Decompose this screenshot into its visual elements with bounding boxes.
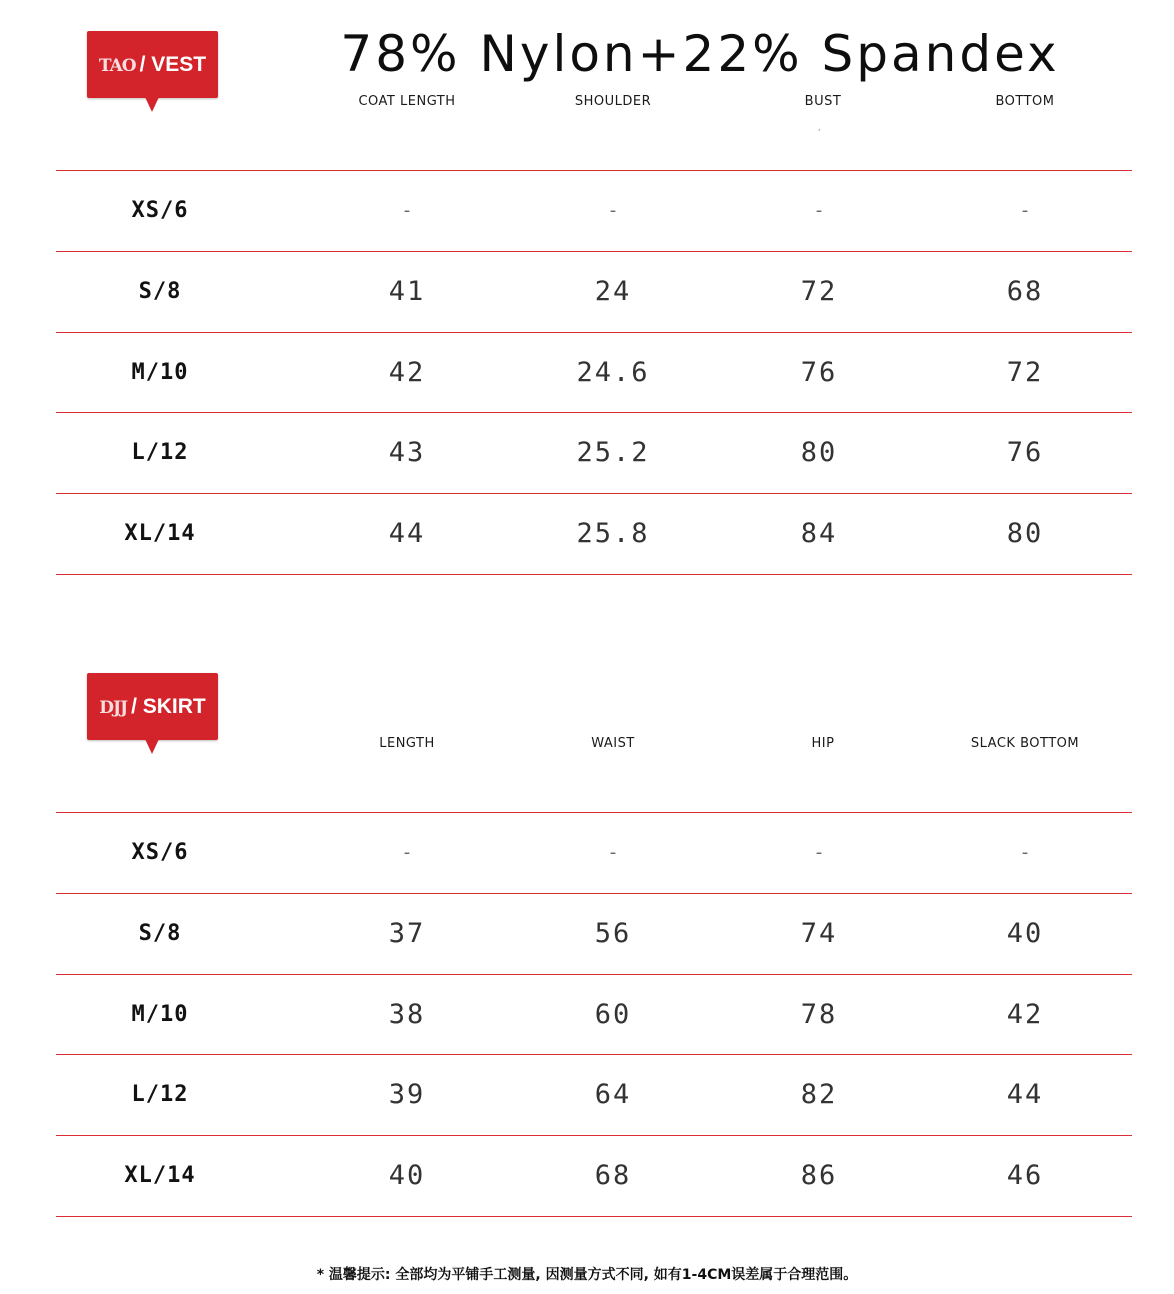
- table-rule: [56, 1216, 1132, 1217]
- measurement-cell: 60: [594, 998, 632, 1030]
- table-row: [56, 975, 1132, 1055]
- vest-tag-cn: TAO: [98, 56, 136, 76]
- measurement-cell: 76: [800, 356, 838, 388]
- size-cell: S/8: [138, 920, 182, 946]
- measurement-cell: 41: [388, 275, 426, 307]
- table-rule: [56, 574, 1132, 575]
- measurement-cell: 82: [800, 1079, 838, 1111]
- table-row: [56, 894, 1132, 974]
- measurement-cell: 37: [388, 917, 426, 949]
- measurement-cell: 42: [388, 356, 426, 388]
- size-cell: L/12: [131, 1082, 189, 1108]
- skirt-header-hip: HIP: [811, 736, 835, 751]
- tag-pointer-icon: [145, 739, 159, 754]
- measurement-cell: 38: [388, 998, 426, 1030]
- measurement-cell: 39: [388, 1079, 426, 1111]
- table-row: [56, 1136, 1132, 1216]
- page-title: 78% Nylon+22% Spandex: [340, 25, 1060, 83]
- measurement-cell: 80: [1006, 518, 1044, 550]
- measurement-cell: -: [1021, 200, 1029, 221]
- footnote: * 温馨提示: 全部均为平铺手工测量, 因测量方式不同, 如有1-4CM误差属于合理范围。: [316, 1267, 858, 1283]
- measurement-cell: 40: [388, 1160, 426, 1192]
- size-cell: S/8: [138, 278, 182, 304]
- skirt-header-waist: WAIST: [591, 736, 635, 751]
- vest-header-bust: BUST: [804, 94, 842, 109]
- measurement-cell: 74: [800, 917, 838, 949]
- measurement-cell: 84: [800, 518, 838, 550]
- table-row: [56, 494, 1132, 574]
- table-row: [56, 1055, 1132, 1135]
- measurement-cell: 40: [1006, 917, 1044, 949]
- measurement-cell: 25.2: [576, 437, 650, 469]
- measurement-cell: 80: [800, 437, 838, 469]
- measurement-cell: 72: [1006, 356, 1044, 388]
- measurement-cell: 25.8: [576, 518, 650, 550]
- measurement-cell: 24: [594, 275, 632, 307]
- vest-header-shoulder: SHOULDER: [574, 94, 652, 109]
- measurement-cell: -: [609, 842, 617, 863]
- measurement-cell: -: [1021, 842, 1029, 863]
- measurement-cell: 68: [1006, 275, 1044, 307]
- measurement-cell: 42: [1006, 998, 1044, 1030]
- size-cell: XL/14: [124, 521, 196, 547]
- measurement-cell: -: [815, 200, 823, 221]
- table-row: [56, 813, 1132, 893]
- measurement-cell: 86: [800, 1160, 838, 1192]
- measurement-cell: 44: [388, 518, 426, 550]
- size-cell: XS/6: [131, 840, 189, 865]
- measurement-cell: 68: [594, 1160, 632, 1192]
- measurement-cell: -: [403, 842, 411, 863]
- skirt-tag-cn: DJJ: [99, 698, 128, 718]
- measurement-cell: 24.6: [576, 356, 650, 388]
- measurement-cell: -: [815, 842, 823, 863]
- size-cell: M/10: [131, 359, 189, 385]
- size-cell: XL/14: [124, 1163, 196, 1189]
- measurement-cell: 64: [594, 1079, 632, 1111]
- measurement-cell: -: [609, 200, 617, 221]
- stray-mark: ʹ: [818, 129, 821, 139]
- measurement-cell: 44: [1006, 1079, 1044, 1111]
- size-cell: M/10: [131, 1001, 189, 1027]
- measurement-cell: 43: [388, 437, 426, 469]
- measurement-cell: 56: [594, 917, 632, 949]
- size-cell: L/12: [131, 440, 189, 466]
- measurement-cell: 72: [800, 275, 838, 307]
- table-row: [56, 333, 1132, 413]
- table-row: [56, 171, 1132, 251]
- vest-header-bottom: BOTTOM: [995, 94, 1055, 109]
- skirt-tag-label: / SKIRT: [131, 695, 206, 718]
- vest-header-coat-length: COAT LENGTH: [358, 94, 456, 109]
- measurement-cell: 46: [1006, 1160, 1044, 1192]
- skirt-header-length: LENGTH: [379, 736, 435, 751]
- tag-pointer-icon: [145, 97, 159, 112]
- skirt-tag: [87, 673, 218, 740]
- size-cell: XS/6: [131, 198, 189, 223]
- table-row: [56, 413, 1132, 493]
- table-row: [56, 252, 1132, 332]
- measurement-cell: -: [403, 200, 411, 221]
- measurement-cell: 78: [800, 998, 838, 1030]
- measurement-cell: 76: [1006, 437, 1044, 469]
- skirt-header-slack-bottom: SLACK BOTTOM: [970, 736, 1080, 751]
- vest-tag-label: / VEST: [139, 53, 207, 76]
- vest-tag: [87, 31, 218, 98]
